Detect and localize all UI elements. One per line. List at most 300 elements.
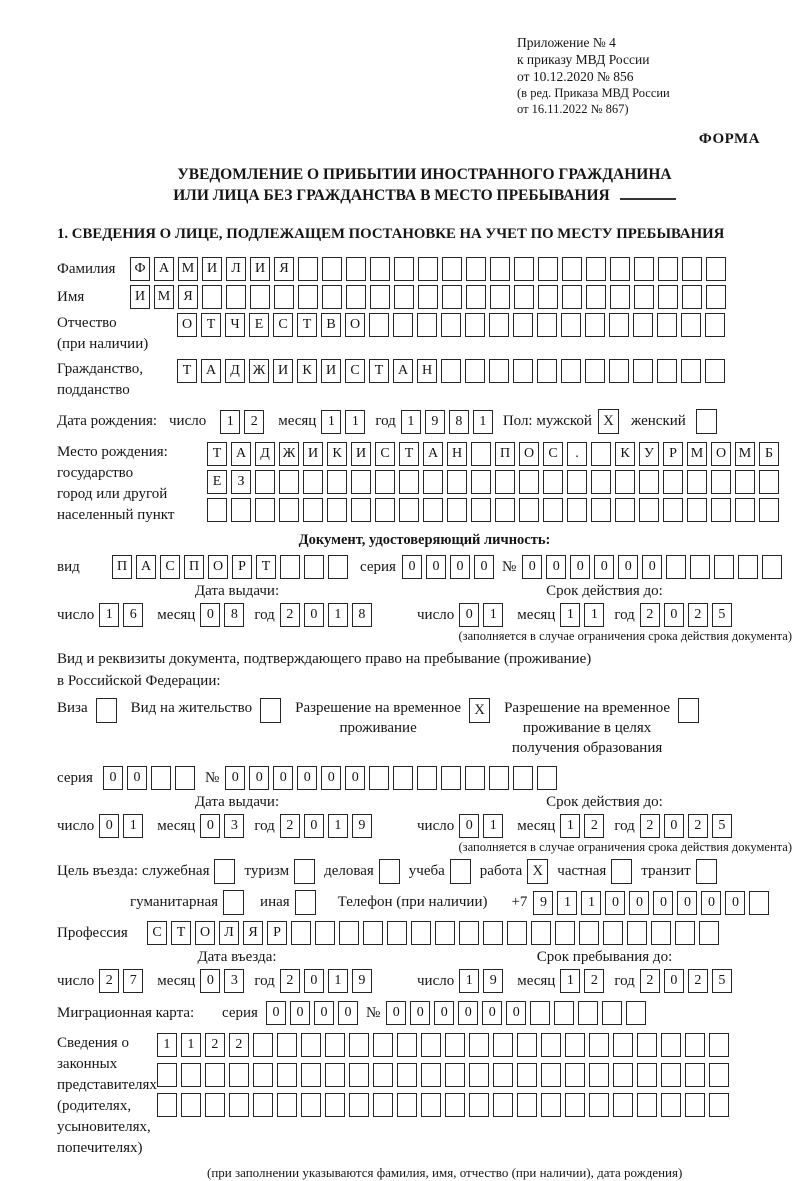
- char-cell[interactable]: О: [208, 555, 228, 579]
- char-cell[interactable]: [685, 1033, 705, 1057]
- char-cell[interactable]: [435, 921, 455, 945]
- char-cell[interactable]: Т: [177, 359, 197, 383]
- char-cell[interactable]: [397, 1063, 417, 1087]
- char-cell[interactable]: [181, 1093, 201, 1117]
- char-cell[interactable]: [375, 498, 395, 522]
- char-cell[interactable]: [749, 891, 769, 915]
- char-cell[interactable]: А: [231, 442, 251, 466]
- char-cell[interactable]: [561, 313, 581, 337]
- char-cell[interactable]: 2: [280, 603, 300, 627]
- char-cell[interactable]: [304, 555, 324, 579]
- char-cell[interactable]: [301, 1093, 321, 1117]
- char-cell[interactable]: А: [423, 442, 443, 466]
- char-cell[interactable]: [493, 1063, 513, 1087]
- char-cell[interactable]: [610, 285, 630, 309]
- char-cell[interactable]: [561, 359, 581, 383]
- char-cell[interactable]: [514, 285, 534, 309]
- char-cell[interactable]: [421, 1093, 441, 1117]
- char-cell[interactable]: [543, 470, 563, 494]
- char-cell[interactable]: [627, 921, 647, 945]
- char-cell[interactable]: М: [687, 442, 707, 466]
- char-cell[interactable]: [651, 921, 671, 945]
- char-cell[interactable]: [613, 1063, 633, 1087]
- char-cell[interactable]: [538, 285, 558, 309]
- char-cell[interactable]: [657, 313, 677, 337]
- char-cell[interactable]: 2: [244, 410, 264, 434]
- char-cell[interactable]: [567, 498, 587, 522]
- char-cell[interactable]: [369, 313, 389, 337]
- char-cell[interactable]: Ж: [279, 442, 299, 466]
- char-cell[interactable]: 1: [581, 891, 601, 915]
- char-cell[interactable]: [513, 766, 533, 790]
- char-cell[interactable]: [633, 313, 653, 337]
- char-cell[interactable]: [543, 498, 563, 522]
- char-cell[interactable]: Н: [447, 442, 467, 466]
- char-cell[interactable]: [554, 1001, 574, 1025]
- char-cell[interactable]: 1: [220, 410, 240, 434]
- char-cell[interactable]: [303, 498, 323, 522]
- char-cell[interactable]: [157, 1093, 177, 1117]
- purpose-other-checkbox[interactable]: [295, 890, 316, 915]
- char-cell[interactable]: [585, 359, 605, 383]
- char-cell[interactable]: 0: [546, 555, 566, 579]
- char-cell[interactable]: [682, 257, 702, 281]
- char-cell[interactable]: 0: [458, 1001, 478, 1025]
- char-cell[interactable]: 0: [345, 766, 365, 790]
- char-cell[interactable]: [495, 470, 515, 494]
- char-cell[interactable]: 2: [640, 814, 660, 838]
- char-cell[interactable]: К: [615, 442, 635, 466]
- char-cell[interactable]: [687, 470, 707, 494]
- char-cell[interactable]: И: [321, 359, 341, 383]
- char-cell[interactable]: [483, 921, 503, 945]
- char-cell[interactable]: 1: [328, 814, 348, 838]
- char-cell[interactable]: [303, 470, 323, 494]
- char-cell[interactable]: [373, 1093, 393, 1117]
- char-cell[interactable]: [363, 921, 383, 945]
- char-cell[interactable]: И: [130, 285, 150, 309]
- char-cell[interactable]: М: [178, 257, 198, 281]
- char-cell[interactable]: У: [639, 442, 659, 466]
- char-cell[interactable]: К: [327, 442, 347, 466]
- char-cell[interactable]: [699, 921, 719, 945]
- char-cell[interactable]: Е: [207, 470, 227, 494]
- sex-female-checkbox[interactable]: [696, 409, 717, 434]
- char-cell[interactable]: [591, 442, 611, 466]
- char-cell[interactable]: [709, 1093, 729, 1117]
- char-cell[interactable]: [762, 555, 782, 579]
- char-cell[interactable]: Т: [399, 442, 419, 466]
- char-cell[interactable]: 8: [449, 410, 469, 434]
- char-cell[interactable]: 1: [560, 969, 580, 993]
- char-cell[interactable]: [589, 1093, 609, 1117]
- char-cell[interactable]: [565, 1033, 585, 1057]
- char-cell[interactable]: 2: [584, 969, 604, 993]
- char-cell[interactable]: [735, 498, 755, 522]
- char-cell[interactable]: 1: [560, 814, 580, 838]
- char-cell[interactable]: М: [154, 285, 174, 309]
- char-cell[interactable]: [349, 1063, 369, 1087]
- char-cell[interactable]: [441, 766, 461, 790]
- char-cell[interactable]: [466, 257, 486, 281]
- char-cell[interactable]: [471, 442, 491, 466]
- char-cell[interactable]: [418, 257, 438, 281]
- char-cell[interactable]: [658, 257, 678, 281]
- purpose-tourism-checkbox[interactable]: [294, 859, 315, 884]
- char-cell[interactable]: С: [160, 555, 180, 579]
- char-cell[interactable]: [423, 498, 443, 522]
- char-cell[interactable]: [565, 1063, 585, 1087]
- char-cell[interactable]: О: [711, 442, 731, 466]
- char-cell[interactable]: С: [147, 921, 167, 945]
- char-cell[interactable]: [489, 766, 509, 790]
- char-cell[interactable]: Л: [219, 921, 239, 945]
- char-cell[interactable]: [495, 498, 515, 522]
- char-cell[interactable]: 2: [205, 1033, 225, 1057]
- char-cell[interactable]: [421, 1033, 441, 1057]
- char-cell[interactable]: [513, 313, 533, 337]
- char-cell[interactable]: 0: [314, 1001, 334, 1025]
- purpose-official-checkbox[interactable]: [214, 859, 235, 884]
- char-cell[interactable]: [229, 1093, 249, 1117]
- char-cell[interactable]: [519, 498, 539, 522]
- char-cell[interactable]: [369, 766, 389, 790]
- char-cell[interactable]: 1: [328, 603, 348, 627]
- char-cell[interactable]: [394, 257, 414, 281]
- char-cell[interactable]: 0: [605, 891, 625, 915]
- char-cell[interactable]: [205, 1093, 225, 1117]
- char-cell[interactable]: Д: [225, 359, 245, 383]
- char-cell[interactable]: [387, 921, 407, 945]
- char-cell[interactable]: Т: [297, 313, 317, 337]
- char-cell[interactable]: [157, 1063, 177, 1087]
- char-cell[interactable]: [397, 1033, 417, 1057]
- char-cell[interactable]: [690, 555, 710, 579]
- char-cell[interactable]: Д: [255, 442, 275, 466]
- char-cell[interactable]: [562, 257, 582, 281]
- char-cell[interactable]: 7: [123, 969, 143, 993]
- char-cell[interactable]: 0: [266, 1001, 286, 1025]
- char-cell[interactable]: [469, 1033, 489, 1057]
- char-cell[interactable]: [705, 359, 725, 383]
- char-cell[interactable]: [661, 1033, 681, 1057]
- char-cell[interactable]: 0: [570, 555, 590, 579]
- char-cell[interactable]: Р: [663, 442, 683, 466]
- char-cell[interactable]: С: [273, 313, 293, 337]
- char-cell[interactable]: 1: [459, 969, 479, 993]
- char-cell[interactable]: [399, 498, 419, 522]
- char-cell[interactable]: С: [345, 359, 365, 383]
- char-cell[interactable]: 2: [99, 969, 119, 993]
- char-cell[interactable]: [442, 257, 462, 281]
- char-cell[interactable]: [489, 313, 509, 337]
- char-cell[interactable]: Я: [178, 285, 198, 309]
- char-cell[interactable]: [417, 313, 437, 337]
- char-cell[interactable]: 0: [304, 603, 324, 627]
- char-cell[interactable]: [447, 498, 467, 522]
- char-cell[interactable]: [661, 1093, 681, 1117]
- char-cell[interactable]: 9: [352, 969, 372, 993]
- char-cell[interactable]: 9: [425, 410, 445, 434]
- char-cell[interactable]: 0: [297, 766, 317, 790]
- char-cell[interactable]: А: [154, 257, 174, 281]
- char-cell[interactable]: 0: [664, 603, 684, 627]
- char-cell[interactable]: 0: [677, 891, 697, 915]
- char-cell[interactable]: [328, 555, 348, 579]
- char-cell[interactable]: Т: [256, 555, 276, 579]
- char-cell[interactable]: [541, 1033, 561, 1057]
- char-cell[interactable]: [615, 498, 635, 522]
- char-cell[interactable]: [280, 555, 300, 579]
- char-cell[interactable]: [465, 313, 485, 337]
- purpose-study-checkbox[interactable]: [450, 859, 471, 884]
- char-cell[interactable]: [537, 313, 557, 337]
- char-cell[interactable]: 0: [459, 814, 479, 838]
- char-cell[interactable]: [633, 359, 653, 383]
- char-cell[interactable]: [393, 766, 413, 790]
- char-cell[interactable]: [705, 313, 725, 337]
- char-cell[interactable]: [298, 285, 318, 309]
- visa-checkbox[interactable]: [96, 698, 117, 723]
- char-cell[interactable]: 0: [482, 1001, 502, 1025]
- char-cell[interactable]: [687, 498, 707, 522]
- char-cell[interactable]: Л: [226, 257, 246, 281]
- char-cell[interactable]: 1: [123, 814, 143, 838]
- char-cell[interactable]: [274, 285, 294, 309]
- char-cell[interactable]: [613, 1033, 633, 1057]
- char-cell[interactable]: [229, 1063, 249, 1087]
- temp-residence-edu-checkbox[interactable]: [678, 698, 699, 723]
- char-cell[interactable]: [207, 498, 227, 522]
- char-cell[interactable]: А: [136, 555, 156, 579]
- char-cell[interactable]: [277, 1063, 297, 1087]
- char-cell[interactable]: [202, 285, 222, 309]
- char-cell[interactable]: [738, 555, 758, 579]
- char-cell[interactable]: 0: [200, 814, 220, 838]
- char-cell[interactable]: [493, 1093, 513, 1117]
- char-cell[interactable]: [513, 359, 533, 383]
- char-cell[interactable]: [490, 285, 510, 309]
- char-cell[interactable]: А: [201, 359, 221, 383]
- char-cell[interactable]: [466, 285, 486, 309]
- char-cell[interactable]: [349, 1093, 369, 1117]
- char-cell[interactable]: 1: [483, 603, 503, 627]
- char-cell[interactable]: [322, 285, 342, 309]
- char-cell[interactable]: [459, 921, 479, 945]
- char-cell[interactable]: [759, 498, 779, 522]
- char-cell[interactable]: [579, 921, 599, 945]
- char-cell[interactable]: [175, 766, 195, 790]
- char-cell[interactable]: 0: [642, 555, 662, 579]
- char-cell[interactable]: 0: [701, 891, 721, 915]
- char-cell[interactable]: 0: [434, 1001, 454, 1025]
- char-cell[interactable]: 3: [224, 814, 244, 838]
- char-cell[interactable]: [279, 498, 299, 522]
- char-cell[interactable]: [471, 470, 491, 494]
- char-cell[interactable]: Т: [369, 359, 389, 383]
- char-cell[interactable]: [685, 1093, 705, 1117]
- char-cell[interactable]: 0: [522, 555, 542, 579]
- char-cell[interactable]: [489, 359, 509, 383]
- purpose-private-checkbox[interactable]: [611, 859, 632, 884]
- char-cell[interactable]: 1: [99, 603, 119, 627]
- char-cell[interactable]: Р: [232, 555, 252, 579]
- char-cell[interactable]: И: [273, 359, 293, 383]
- char-cell[interactable]: [442, 285, 462, 309]
- char-cell[interactable]: [555, 921, 575, 945]
- char-cell[interactable]: 5: [712, 603, 732, 627]
- char-cell[interactable]: [151, 766, 171, 790]
- char-cell[interactable]: И: [303, 442, 323, 466]
- char-cell[interactable]: 0: [506, 1001, 526, 1025]
- char-cell[interactable]: О: [519, 442, 539, 466]
- char-cell[interactable]: [373, 1033, 393, 1057]
- char-cell[interactable]: 0: [474, 555, 494, 579]
- char-cell[interactable]: [711, 498, 731, 522]
- char-cell[interactable]: 9: [352, 814, 372, 838]
- char-cell[interactable]: Т: [207, 442, 227, 466]
- char-cell[interactable]: 9: [483, 969, 503, 993]
- char-cell[interactable]: А: [393, 359, 413, 383]
- char-cell[interactable]: 2: [688, 603, 708, 627]
- char-cell[interactable]: [507, 921, 527, 945]
- char-cell[interactable]: П: [495, 442, 515, 466]
- char-cell[interactable]: [517, 1033, 537, 1057]
- char-cell[interactable]: [253, 1033, 273, 1057]
- char-cell[interactable]: [469, 1093, 489, 1117]
- char-cell[interactable]: 2: [640, 603, 660, 627]
- char-cell[interactable]: [375, 470, 395, 494]
- char-cell[interactable]: Я: [243, 921, 263, 945]
- char-cell[interactable]: [339, 921, 359, 945]
- char-cell[interactable]: [530, 1001, 550, 1025]
- char-cell[interactable]: [471, 498, 491, 522]
- char-cell[interactable]: [181, 1063, 201, 1087]
- char-cell[interactable]: О: [195, 921, 215, 945]
- char-cell[interactable]: [709, 1033, 729, 1057]
- char-cell[interactable]: С: [543, 442, 563, 466]
- char-cell[interactable]: [327, 470, 347, 494]
- char-cell[interactable]: 0: [200, 969, 220, 993]
- char-cell[interactable]: О: [177, 313, 197, 337]
- char-cell[interactable]: 1: [473, 410, 493, 434]
- char-cell[interactable]: [315, 921, 335, 945]
- char-cell[interactable]: Н: [417, 359, 437, 383]
- char-cell[interactable]: [279, 470, 299, 494]
- char-cell[interactable]: 5: [712, 814, 732, 838]
- char-cell[interactable]: [445, 1033, 465, 1057]
- char-cell[interactable]: Ф: [130, 257, 150, 281]
- char-cell[interactable]: [445, 1093, 465, 1117]
- char-cell[interactable]: [609, 313, 629, 337]
- char-cell[interactable]: [538, 257, 558, 281]
- char-cell[interactable]: [517, 1063, 537, 1087]
- char-cell[interactable]: [541, 1063, 561, 1087]
- char-cell[interactable]: 1: [328, 969, 348, 993]
- char-cell[interactable]: [322, 257, 342, 281]
- char-cell[interactable]: [562, 285, 582, 309]
- char-cell[interactable]: [370, 257, 390, 281]
- char-cell[interactable]: 0: [290, 1001, 310, 1025]
- char-cell[interactable]: 2: [229, 1033, 249, 1057]
- char-cell[interactable]: П: [184, 555, 204, 579]
- char-cell[interactable]: П: [112, 555, 132, 579]
- char-cell[interactable]: [615, 470, 635, 494]
- char-cell[interactable]: .: [567, 442, 587, 466]
- char-cell[interactable]: [351, 498, 371, 522]
- char-cell[interactable]: [706, 285, 726, 309]
- char-cell[interactable]: [421, 1063, 441, 1087]
- char-cell[interactable]: [589, 1063, 609, 1087]
- char-cell[interactable]: [417, 766, 437, 790]
- char-cell[interactable]: 2: [280, 969, 300, 993]
- char-cell[interactable]: [585, 313, 605, 337]
- char-cell[interactable]: [589, 1033, 609, 1057]
- char-cell[interactable]: Р: [267, 921, 287, 945]
- char-cell[interactable]: [531, 921, 551, 945]
- char-cell[interactable]: С: [375, 442, 395, 466]
- char-cell[interactable]: [441, 313, 461, 337]
- char-cell[interactable]: Т: [171, 921, 191, 945]
- char-cell[interactable]: 0: [321, 766, 341, 790]
- char-cell[interactable]: [517, 1093, 537, 1117]
- char-cell[interactable]: 0: [249, 766, 269, 790]
- char-cell[interactable]: [565, 1093, 585, 1117]
- char-cell[interactable]: [255, 470, 275, 494]
- char-cell[interactable]: [591, 498, 611, 522]
- char-cell[interactable]: [226, 285, 246, 309]
- char-cell[interactable]: [663, 498, 683, 522]
- char-cell[interactable]: [537, 359, 557, 383]
- char-cell[interactable]: 0: [653, 891, 673, 915]
- char-cell[interactable]: [205, 1063, 225, 1087]
- char-cell[interactable]: 0: [304, 969, 324, 993]
- char-cell[interactable]: [349, 1033, 369, 1057]
- char-cell[interactable]: 8: [352, 603, 372, 627]
- char-cell[interactable]: [351, 470, 371, 494]
- char-cell[interactable]: [325, 1093, 345, 1117]
- char-cell[interactable]: [639, 470, 659, 494]
- residence-permit-checkbox[interactable]: [260, 698, 281, 723]
- char-cell[interactable]: 2: [640, 969, 660, 993]
- char-cell[interactable]: [685, 1063, 705, 1087]
- char-cell[interactable]: [537, 766, 557, 790]
- char-cell[interactable]: [231, 498, 251, 522]
- purpose-humanitarian-checkbox[interactable]: [223, 890, 244, 915]
- char-cell[interactable]: [586, 285, 606, 309]
- char-cell[interactable]: [714, 555, 734, 579]
- char-cell[interactable]: [613, 1093, 633, 1117]
- char-cell[interactable]: [397, 1093, 417, 1117]
- char-cell[interactable]: К: [297, 359, 317, 383]
- char-cell[interactable]: 0: [99, 814, 119, 838]
- char-cell[interactable]: [675, 921, 695, 945]
- char-cell[interactable]: [301, 1063, 321, 1087]
- char-cell[interactable]: 1: [401, 410, 421, 434]
- char-cell[interactable]: [291, 921, 311, 945]
- char-cell[interactable]: Ж: [249, 359, 269, 383]
- char-cell[interactable]: 0: [664, 969, 684, 993]
- char-cell[interactable]: И: [202, 257, 222, 281]
- char-cell[interactable]: 0: [459, 603, 479, 627]
- char-cell[interactable]: Т: [201, 313, 221, 337]
- char-cell[interactable]: [301, 1033, 321, 1057]
- char-cell[interactable]: [423, 470, 443, 494]
- char-cell[interactable]: [399, 470, 419, 494]
- char-cell[interactable]: [637, 1063, 657, 1087]
- purpose-work-checkbox[interactable]: X: [527, 859, 548, 884]
- char-cell[interactable]: [519, 470, 539, 494]
